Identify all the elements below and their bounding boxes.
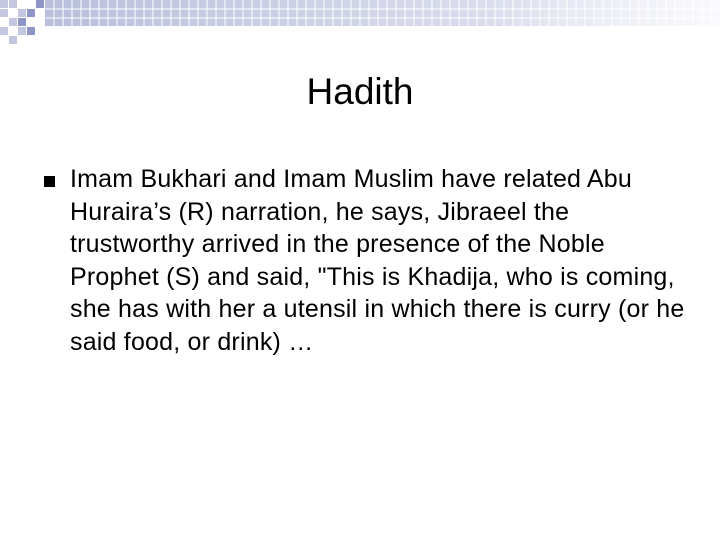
decoration-square [18,9,26,17]
decoration-square [18,27,26,35]
decoration-accent-square [27,27,35,35]
decoration-square [9,0,17,8]
bullet-text: Imam Bukhari and Imam Muslim have related Abu Huraira’s (R) narration, he says, Jibraeel the trustworthy arrived in the presence of the Noble Prophet (S) and said, "This is Khadija, who is coming, she has with her a utensil in which there is curry (or he said food, or drink) … [70,165,685,356]
decoration-square [0,9,8,17]
decoration-grid-band [45,0,720,26]
slide-title: Hadith [306,71,414,112]
header-decoration [0,0,720,46]
decoration-square [0,0,8,8]
decoration-square [0,27,8,35]
square-bullet-icon [44,176,55,187]
bullet-item [44,163,694,358]
decoration-accent-square [18,18,26,26]
decoration-square [9,18,17,26]
decoration-accent-square [27,9,35,17]
decoration-accent-square [36,0,44,8]
decoration-square [9,36,17,44]
